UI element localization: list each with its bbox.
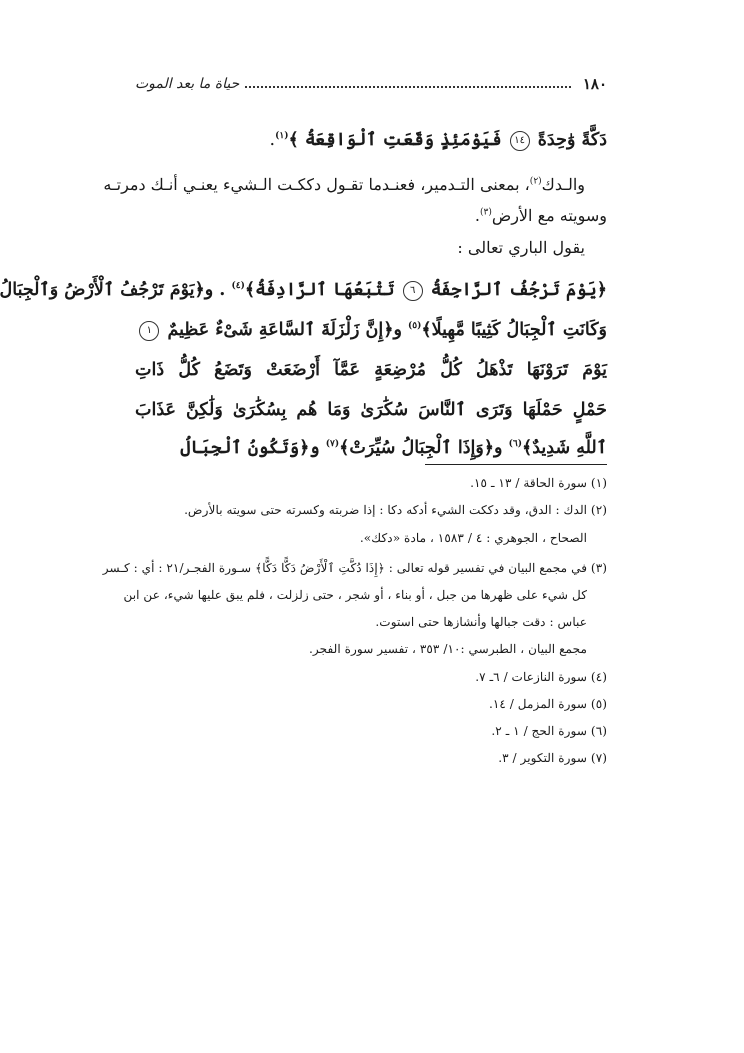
- punctuation: .: [269, 130, 276, 150]
- footnote-2: (٢) الدك : الدق، وقد دككت الشيء أدكه دكا : إذا ضربته وكسرته حتى سويته بالأرض.: [184, 503, 607, 517]
- footnote-3-continued: عباس : دقت جبالها وأنشازها حتى استوت.: [375, 615, 587, 629]
- footnote-1: (١) سورة الحاقة / ١٣ ـ ١٥.: [470, 476, 607, 490]
- quran-text: تَتْبَعُهَا ٱلرَّادِفَةُ: [255, 280, 395, 300]
- page-number: ١٨٠: [582, 75, 607, 93]
- footnote-3: (٣) في مجمع البيان في تفسير قوله تعالى : ﴿إِذَا دُكَّتِ ٱلْأَرْضُ دَكًّا دَكًّا﴾ سـورة الفجـر/٢١ : أي : كـسر: [102, 561, 607, 575]
- quran-text: و﴿وَإِذَا ٱلْجِبَالُ سُيِّرَتْ﴾: [339, 438, 503, 458]
- verse-number-marker: ٦: [403, 281, 423, 301]
- quran-bracket: ﴾: [244, 280, 256, 300]
- footnote-ref: (٢): [529, 176, 542, 187]
- footnote-2-source: الصحاح ، الجوهري : ٤ / ١٥٨٣ ، مادة «دكك».: [359, 531, 587, 545]
- footnote-5: (٥) سورة المزمل / ١٤.: [488, 697, 607, 711]
- text-line-6: [137, 320, 607, 341]
- text-line-2: [103, 175, 585, 195]
- footnote-6: (٦) سورة الحج / ١ ـ ٢.: [491, 724, 607, 738]
- text-line-5: [0, 280, 607, 301]
- quran-text: يَوْمَ تَرْجُفُ ٱلرَّاجِفَةُ: [430, 280, 597, 300]
- footnote-ref: (٦): [508, 439, 522, 450]
- quran-text: وَكَانَتِ ٱلْجِبَالُ كَثِيبًا مَّهِيلًا﴾: [421, 320, 607, 340]
- quran-text: و﴿إِنَّ زَلْزَلَةَ ٱلسَّاعَةِ شَىْءٌ عَظِيمٌ: [167, 320, 402, 340]
- body-text: والـدك: [541, 175, 585, 194]
- footnote-ref: (١): [275, 131, 289, 142]
- text-line-4: [457, 238, 585, 258]
- quran-bracket: ﴿: [596, 280, 607, 300]
- verse-number-marker: ١٤: [510, 131, 530, 151]
- body-text: يقول الباري تعالى :: [457, 238, 585, 257]
- quran-text: يَوْمَ تَرَوْنَهَا تَذْهَلُ كُلُّ مُرْضِعَةٍ عَمَّآ أَرْضَعَتْ وَتَضَعُ كُلُّ ذَاتِ: [135, 360, 607, 380]
- quran-text: فَيَوْمَئِذٍ وَقَعَتِ ٱلْوَاقِعَةُ: [304, 130, 502, 150]
- footnote-3-continued: كل شيء على ظهرها من جبل ، أو بناء ، أو شجر ، حتى زلزلت ، فلم يبق عليها شيء، عن ابن: [123, 588, 587, 602]
- text-line-1: [270, 130, 608, 151]
- footnote-ref: (٥): [408, 321, 422, 332]
- text-line-7: [135, 360, 607, 380]
- book-title: حياة ما بعد الموت: [135, 76, 240, 92]
- text-line-8: [135, 400, 607, 420]
- footnote-4: (٤) سورة النازعات / ٦ـ ٧.: [475, 670, 607, 684]
- footnote-ref: (٤): [231, 281, 245, 292]
- body-text: وسويته مع الأرض: [491, 206, 607, 225]
- footnote-ref: (٧): [325, 439, 340, 450]
- footnote-separator: [425, 464, 607, 465]
- quran-text: دَكَّةً وَٰحِدَةً: [537, 130, 607, 150]
- quran-text: . و﴿يَوْمَ تَرْجُفُ ٱلْأَرْضُ وَٱلْجِبَالُ: [0, 280, 226, 300]
- verse-number-marker: ١: [139, 321, 159, 341]
- text-line-9: [180, 438, 607, 458]
- quran-text: ٱللَّهِ شَدِيدٌ﴾: [521, 438, 607, 458]
- text-line-3: [475, 206, 607, 226]
- header-dotted-leader: [245, 86, 571, 88]
- body-text: ، بمعنى التـدمير، فعنـدما تقـول دككـت الـشيء يعنـي أنـك دمرتـه: [103, 175, 530, 194]
- quran-text: حَمْلٍ حَمْلَهَا وَتَرَى ٱلنَّاسَ سُكَٰرَىٰ وَمَا هُم بِسُكَٰرَىٰ وَلَٰكِنَّ عَذَابَ: [135, 400, 607, 420]
- quran-text: و﴿وَتَكُونُ ٱلْجِبَالُ: [180, 438, 320, 458]
- footnote-7: (٧) سورة التكوير / ٣.: [498, 751, 607, 765]
- punctuation: .: [474, 206, 480, 225]
- footnote-3-source: مجمع البيان ، الطبرسي :١٠/ ٣٥٣ ، تفسير سورة الفجر.: [309, 642, 587, 656]
- footnote-ref: (٣): [479, 207, 492, 218]
- page-header: [135, 72, 607, 96]
- quran-bracket: ﴾: [288, 130, 299, 150]
